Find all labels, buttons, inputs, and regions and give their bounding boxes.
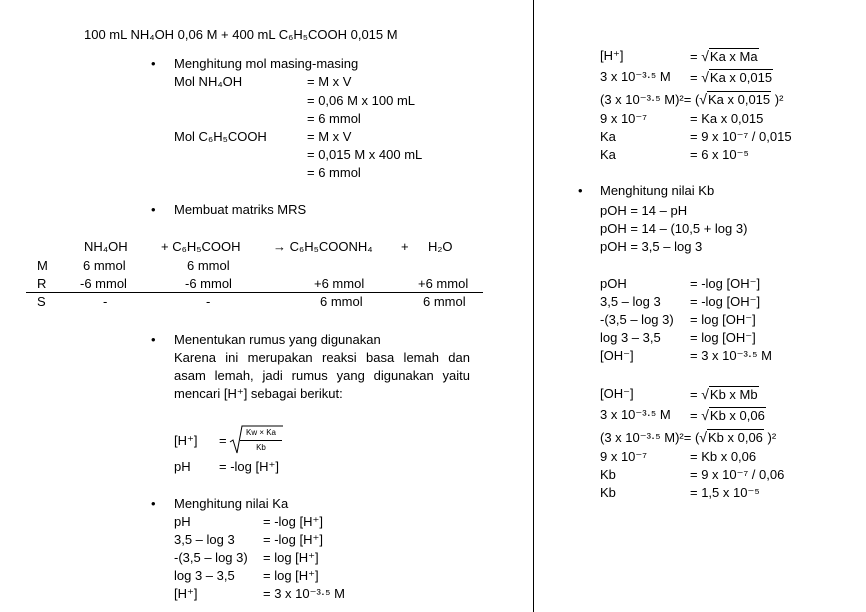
mrs-cell: -6 mmol — [185, 276, 232, 291]
mol-nh4oh-line: = 6 mmol — [307, 111, 361, 126]
bullet-icon: • — [151, 202, 156, 217]
formula-heading: Menentukan rumus yang digunakan — [174, 332, 381, 347]
ka-sqrt-right: = 9 x 10⁻⁷ / 0,015 — [690, 129, 792, 144]
oh-line-right: = 3 x 10⁻³·⁵ M — [690, 348, 772, 363]
oh-line-left: pOH — [600, 276, 627, 291]
formula-paragraph: Karena ini merupakan reaksi basa lemah dan asam lemah, jadi rumus yang digunakan yaitu mencari [H⁺] sebagai berikut: — [174, 350, 470, 401]
oh-line-right: = log [OH⁻] — [690, 312, 756, 327]
mrs-cell: -6 mmol — [80, 276, 127, 291]
bullet-icon: • — [151, 496, 156, 511]
mol-benz-line: = M x V — [307, 129, 352, 144]
kb-sqrt-left: Kb — [600, 485, 616, 500]
kb-sqrt-right: = √Kb x 0,06 — [690, 407, 765, 423]
ka-sqrt-right: = Ka x 0,015 — [690, 111, 764, 126]
sqrt-icon: √ — [701, 69, 709, 85]
sqrt-icon: √ — [699, 91, 707, 107]
oh-line-right: = log [OH⁻] — [690, 330, 756, 345]
ka-line-left: 3,5 – log 3 — [174, 532, 235, 547]
mrs-cell: 6 mmol — [320, 294, 363, 309]
poh-line: pOH = 3,5 – log 3 — [600, 239, 703, 254]
mrs-species: H₂O — [428, 239, 453, 254]
ka-sqrt-left: Ka — [600, 129, 616, 144]
ka-result: = 6 x 10⁻⁵ — [690, 147, 749, 162]
bullet-icon: • — [151, 56, 156, 71]
mol-nh4oh-line: = 0,06 M x 100 mL — [307, 93, 416, 108]
mol-heading: Menghitung mol masing-masing — [174, 56, 359, 71]
kb-sqrt-left: [OH⁻] — [600, 386, 634, 401]
mrs-species: + — [401, 239, 409, 254]
ka-heading: Menghitung nilai Ka — [174, 496, 289, 511]
reaction-header: 100 mL NH₄OH 0,06 M + 400 mL C₆H₅COOH 0,015 M — [84, 27, 398, 42]
kb-heading: Menghitung nilai Kb — [600, 183, 715, 198]
ka-line-left: pH — [174, 514, 191, 529]
mrs-cell: - — [103, 294, 108, 309]
sqrt-icon: √ — [701, 386, 709, 402]
ka-sqrt-left: 9 x 10⁻⁷ — [600, 111, 647, 126]
kb-sqrt-left: 9 x 10⁻⁷ — [600, 449, 647, 464]
oh-line-left: [OH⁻] — [600, 348, 634, 363]
mrs-cell: 6 mmol — [187, 258, 230, 273]
poh-line: pOH = 14 – (10,5 + log 3) — [600, 221, 748, 236]
mrs-species: → C₆H₅COONH₄ — [273, 239, 373, 254]
ka-sqrt-squared: (3 x 10⁻³·⁵ M)²= (√Ka x 0,015 )² — [600, 91, 784, 107]
mol-benz-label: Mol C₆H₅COOH — [174, 129, 267, 144]
kb-result: = 1,5 x 10⁻⁵ — [690, 485, 760, 500]
ka-line-left: [H⁺] — [174, 586, 198, 601]
mrs-cell: - — [206, 294, 211, 309]
formula-ph-eq: = -log [H⁺] — [219, 459, 279, 474]
ka-sqrt-right: = √Ka x Ma — [690, 48, 758, 64]
mrs-cell: +6 mmol — [314, 276, 365, 291]
fraction-line — [240, 440, 282, 441]
mrs-row-label: R — [37, 276, 47, 291]
ka-line-right: = log [H⁺] — [263, 568, 319, 583]
mrs-species: NH₄OH — [84, 239, 128, 254]
sqrt-icon: √ — [699, 429, 707, 445]
oh-line-left: 3,5 – log 3 — [600, 294, 661, 309]
mrs-row-label: M — [37, 258, 48, 273]
ka-sqrt-left: Ka — [600, 147, 616, 162]
oh-line-left: -(3,5 – log 3) — [600, 312, 674, 327]
mol-benz-line: = 6 mmol — [307, 165, 361, 180]
ka-sqrt-right: = √Ka x 0,015 — [690, 69, 773, 85]
oh-line-right: = -log [OH⁻] — [690, 294, 761, 309]
mrs-separator — [26, 292, 483, 293]
ka-line-right: = log [H⁺] — [263, 550, 319, 565]
ka-line-left: -(3,5 – log 3) — [174, 550, 248, 565]
mol-benz-line: = 0,015 M x 400 mL — [307, 147, 423, 162]
ka-sqrt-left: [H⁺] — [600, 48, 624, 63]
oh-line-left: log 3 – 3,5 — [600, 330, 661, 345]
mrs-row-label: S — [37, 294, 46, 309]
mol-nh4oh-label: Mol NH₄OH — [174, 74, 243, 89]
ka-line-right: = 3 x 10⁻³·⁵ M — [263, 586, 345, 601]
kb-sqrt-left: 3 x 10⁻³·⁵ M — [600, 407, 671, 422]
mrs-cell: +6 mmol — [418, 276, 469, 291]
mrs-cell: 6 mmol — [83, 258, 126, 273]
ka-line-left: log 3 – 3,5 — [174, 568, 235, 583]
sqrt-icon: √ — [701, 407, 709, 423]
formula-numerator: Kw × Ka — [245, 428, 276, 437]
formula-h-eq: = — [219, 433, 227, 448]
formula-denominator: Kb — [256, 443, 266, 452]
bullet-icon: • — [578, 183, 583, 198]
kb-sqrt-right: = 9 x 10⁻⁷ / 0,06 — [690, 467, 785, 482]
mrs-cell: 6 mmol — [423, 294, 466, 309]
formula-h-label: [H⁺] — [174, 433, 198, 448]
ka-line-right: = -log [H⁺] — [263, 532, 323, 547]
kb-sqrt-right: = √Kb x Mb — [690, 386, 758, 402]
mrs-heading: Membuat matriks MRS — [174, 202, 307, 217]
kb-sqrt-squared: (3 x 10⁻³·⁵ M)²= (√Kb x 0,06 )² — [600, 429, 777, 445]
formula-ph-label: pH — [174, 459, 191, 474]
mrs-species: + C₆H₅COOH — [161, 239, 241, 254]
ka-line-right: = -log [H⁺] — [263, 514, 323, 529]
sqrt-icon: √ — [701, 48, 709, 64]
poh-line: pOH = 14 – pH — [600, 203, 688, 218]
bullet-icon: • — [151, 332, 156, 347]
mol-nh4oh-line: = M x V — [307, 74, 352, 89]
kb-sqrt-left: Kb — [600, 467, 616, 482]
column-divider — [533, 0, 534, 612]
oh-line-right: = -log [OH⁻] — [690, 276, 761, 291]
kb-sqrt-right: = Kb x 0,06 — [690, 449, 757, 464]
ka-sqrt-left: 3 x 10⁻³·⁵ M — [600, 69, 671, 84]
